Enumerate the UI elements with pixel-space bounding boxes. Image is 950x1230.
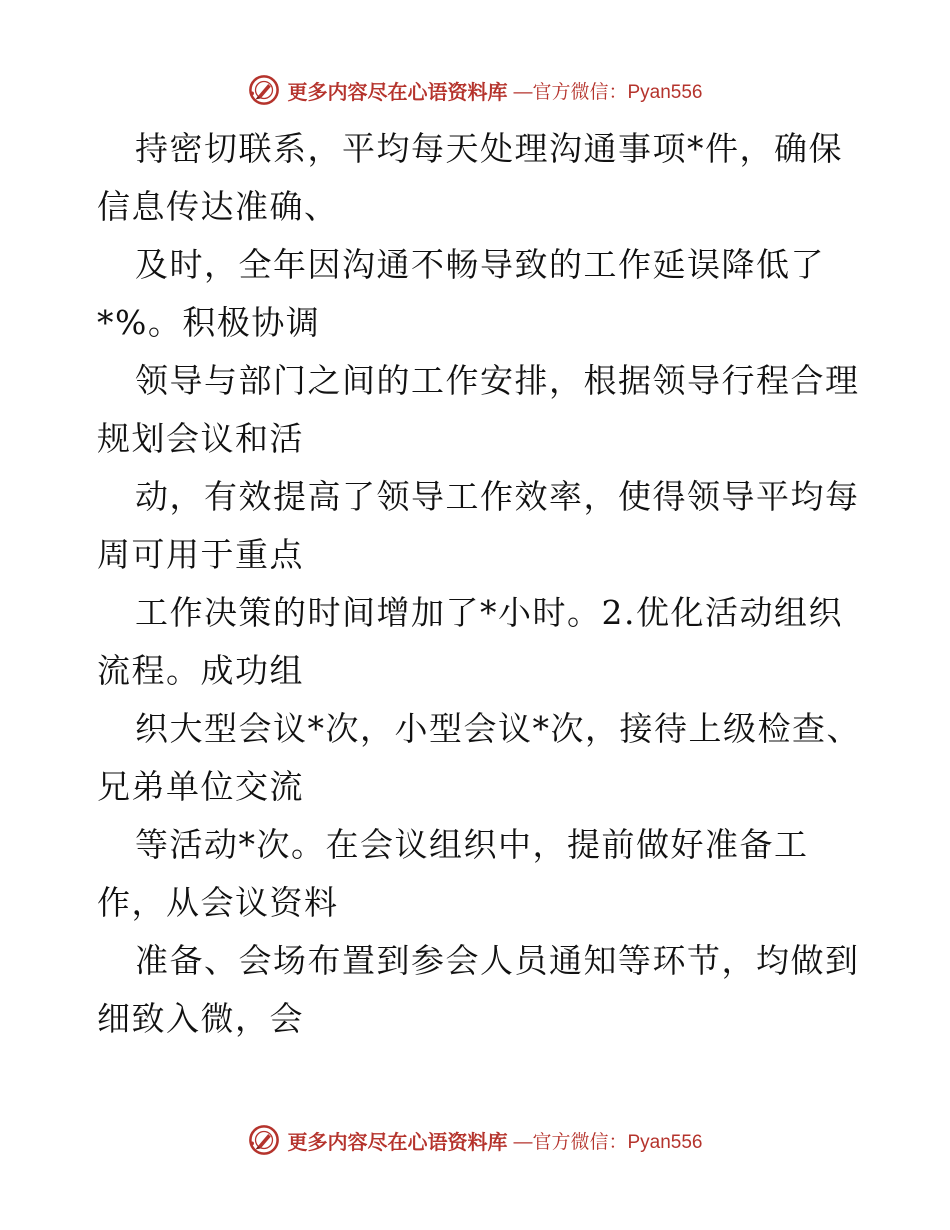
body-line: 细致入微，会 xyxy=(97,999,304,1038)
header-watermark-banner xyxy=(0,70,950,110)
body-line: 准备、会场布置到参会人员通知等环节，均做到 xyxy=(135,941,860,980)
body-line: 信息传达准确、 xyxy=(97,187,339,226)
pen-nib-logo-icon xyxy=(247,1123,281,1157)
document-body xyxy=(97,120,861,1048)
pen-nib-logo-icon xyxy=(247,73,281,107)
body-line: 及时，全年因沟通不畅导致的工作延误降低了 xyxy=(135,245,825,284)
body-line: 持密切联系，平均每天处理沟通事项*件，确保 xyxy=(135,129,843,168)
body-line: 周可用于重点 xyxy=(97,535,304,574)
body-line: 动，有效提高了领导工作效率，使得领导平均每 xyxy=(135,477,860,516)
body-line: 领导与部门之间的工作安排，根据领导行程合理 xyxy=(135,361,860,400)
body-line: 规划会议和活 xyxy=(97,419,304,458)
body-line: 等活动*次。在会议组织中，提前做好准备工 xyxy=(135,825,809,864)
site-name-text: 更多内容尽在心语资料库 xyxy=(287,1129,508,1154)
body-line: 流程。成功组 xyxy=(97,651,304,690)
site-name-text: 更多内容尽在心语资料库 xyxy=(287,79,508,104)
body-line: *%。积极协调 xyxy=(97,303,321,342)
wechat-id-text: —官方微信：Pyan556 xyxy=(513,81,703,103)
body-line: 作，从会议资料 xyxy=(97,883,339,922)
body-line: 织大型会议*次，小型会议*次，接待上级检查、 xyxy=(135,709,861,748)
body-line: 工作决策的时间增加了*小时。2.优化活动组织 xyxy=(135,593,843,632)
body-line: 兄弟单位交流 xyxy=(97,767,304,806)
footer-watermark-banner xyxy=(0,1120,950,1160)
wechat-id-text: —官方微信：Pyan556 xyxy=(513,1131,703,1153)
